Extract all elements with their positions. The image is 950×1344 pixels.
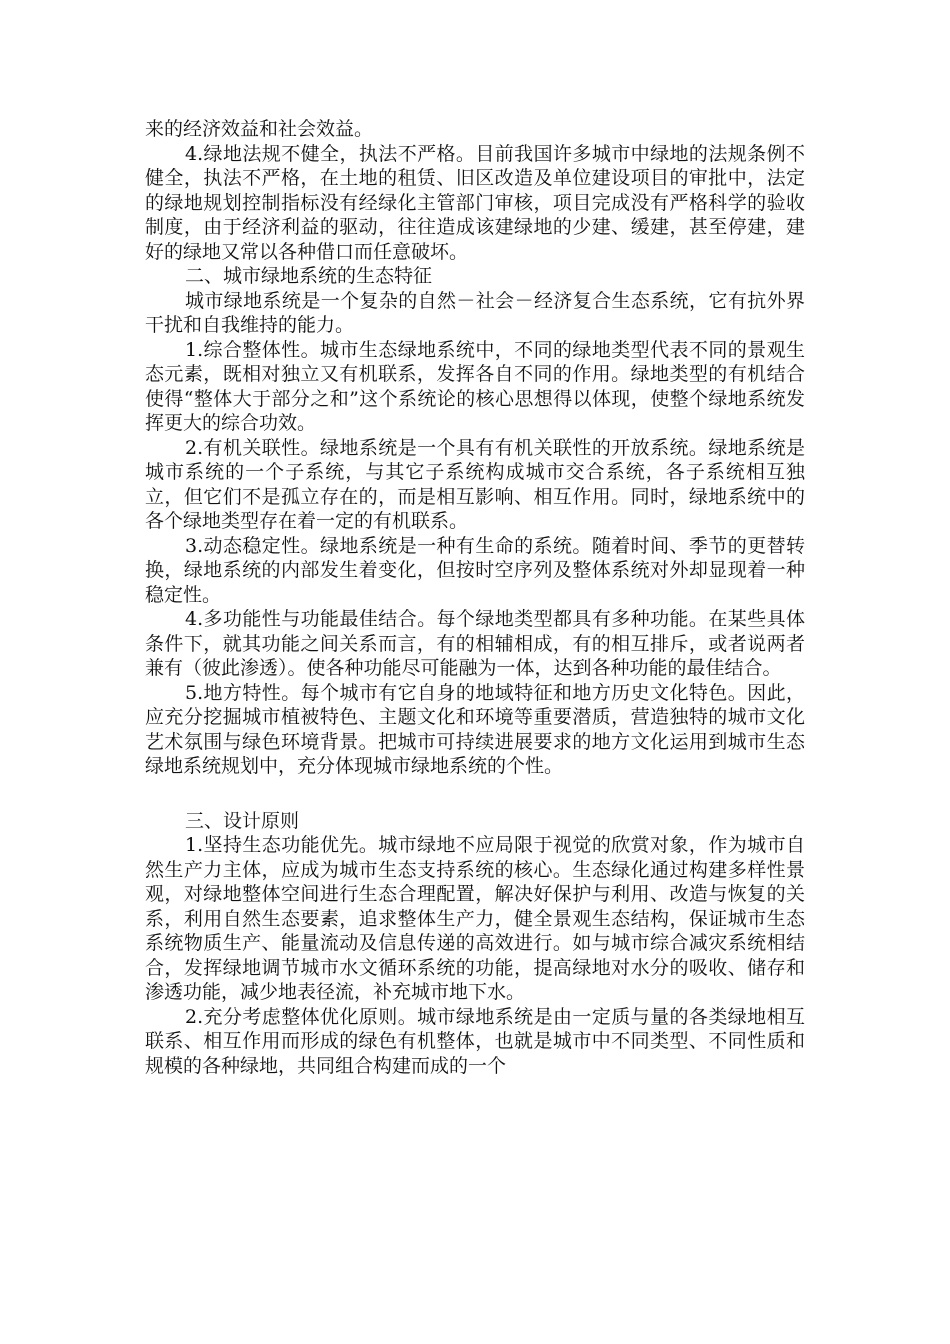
section-spacer xyxy=(145,779,805,809)
paragraph-continuation: 来的经济效益和社会效益。 xyxy=(145,118,374,140)
paragraph-item-3-stability: 3.动态稳定性。绿地系统是一种有生命的系统。随着时间、季节的更替转换，绿地系统的内部发生着变化，但按时空序列及整体系统对外却显现着一种稳定性。 xyxy=(145,534,805,606)
paragraph-principle-1: 1.坚持生态功能优先。城市绿地不应局限于视觉的欣赏对象，作为城市自然生产力主体，应成为城市生态支持系统的核心。生态绿化通过构建多样性景观，对绿地整体空间进行生态合理配置，解决好保护与利用、改造与恢复的关系，利用自然生态要素，追求整体生产力，健全景观生态结构，保证城市生态系统物质生产、能量流动及信息传递的高效进行。如与城市综合减灾系统相结合，发挥绿地调节城市水文循环系统的功能，提高绿地对水分的吸收、储存和渗透功能，减少地表径流，补充城市地下水。 xyxy=(145,834,805,1003)
paragraph-item-4-regulations: 4.绿地法规不健全，执法不严格。目前我国许多城市中绿地的法规条例不健全，执法不严格，在土地的租赁、旧区改造及单位建设项目的审批中，法定的绿地规划控制指标没有经绿化主管部门审核，项目完成没有严格科学的验收制度，由于经济利益的驱动，往往造成该建绿地的少建、缓建，甚至停建，建好的绿地又常以各种借口而任意破坏。 xyxy=(145,142,805,263)
paragraph-item-1-integrity: 1.综合整体性。城市生态绿地系统中，不同的绿地类型代表不同的景观生态元素，既相对独立又有机联系，发挥各自不同的作用。绿地类型的有机结合使得“整体大于部分之和”这个系统论的核心思想得以体现，使整个绿地系统发挥更大的综合功效。 xyxy=(145,338,805,434)
paragraph-item-2-relevance: 2.有机关联性。绿地系统是一个具有有机关联性的开放系统。绿地系统是城市系统的一个子系统，与其它子系统构成城市交合系统，各子系统相互独立，但它们不是孤立存在的，而是相互影响、相互作用。同时，绿地系统中的各个绿地类型存在着一定的有机联系。 xyxy=(145,436,805,532)
paragraph-item-4-multifunction: 4.多功能性与功能最佳结合。每个绿地类型都具有多种功能。在某些具体条件下，就其功能之间关系而言，有的相辅相成，有的相互排斥，或者说两者兼有（彼此渗透）。使各种功能尽可能融为一体，达到各种功能的最佳结合。 xyxy=(145,608,805,679)
document-page xyxy=(145,117,805,1078)
paragraph-section-2-intro: 城市绿地系统是一个复杂的自然－社会－经济复合生态系统，它有抗外界干扰和自我维持的能力。 xyxy=(145,289,805,336)
section-heading-2: 二、城市绿地系统的生态特征 xyxy=(185,265,433,287)
paragraph-item-5-locality: 5.地方特性。每个城市有它自身的地域特征和地方历史文化特色。因此，应充分挖掘城市植被特色、主题文化和环境等重要潜质，营造独特的城市文化艺术氛围与绿色环境背景。把城市可持续进展要求的地方文化运用到城市生态绿地系统规划中，充分体现城市绿地系统的个性。 xyxy=(145,681,805,777)
section-heading-3: 三、设计原则 xyxy=(185,809,300,832)
paragraph-principle-2: 2.充分考虑整体优化原则。城市绿地系统是由一定质与量的各类绿地相互联系、相互作用而形成的绿色有机整体，也就是城市中不同类型、不同性质和规模的各种绿地，共同组合构建而成的一个 xyxy=(145,1005,805,1077)
